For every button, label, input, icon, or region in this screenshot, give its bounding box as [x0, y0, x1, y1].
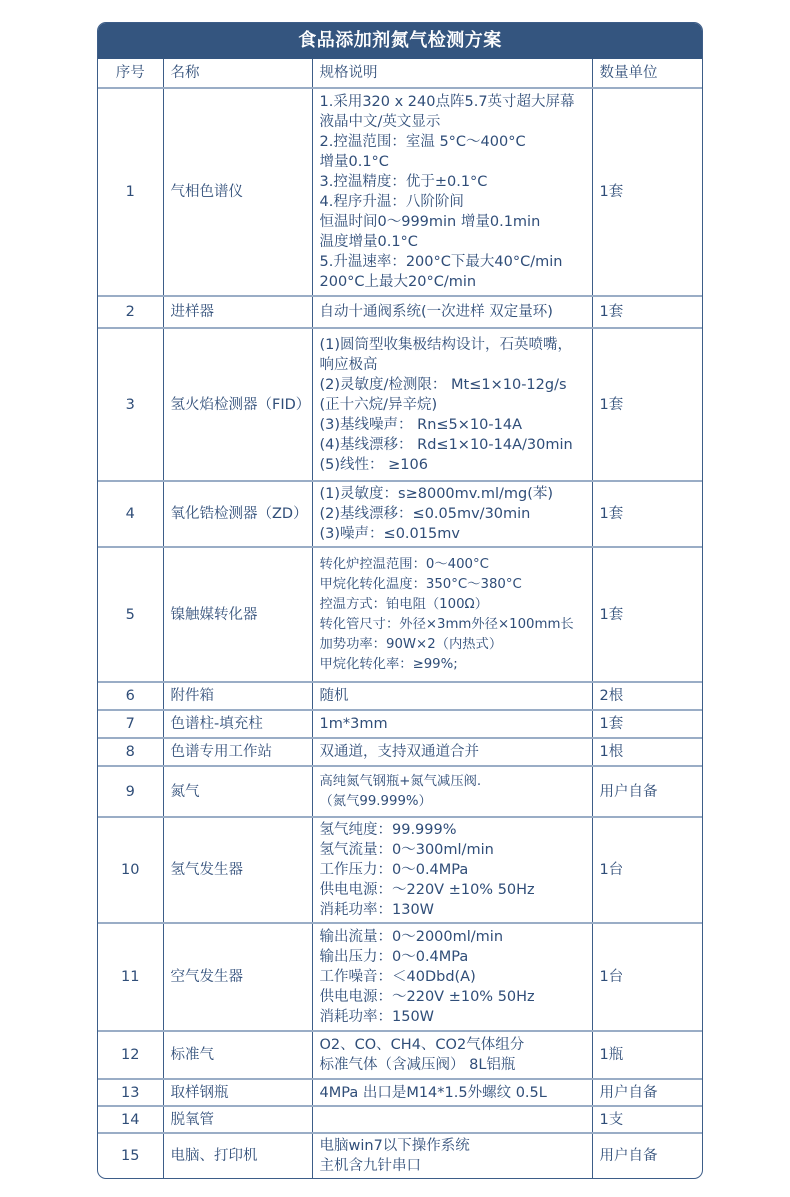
spec-line: 消耗功率：130W: [319, 902, 435, 918]
spec-line: (5)线性： ≥106: [319, 456, 428, 473]
row-name: 氢火焰检测器（FID）: [163, 328, 312, 481]
table-header-row: [98, 59, 702, 88]
spec-line: 甲烷化转化温度：350°C～380°C: [319, 576, 522, 592]
spec-line: 控温方式：铂电阻（100Ω）: [319, 596, 489, 612]
spec-line: 3.控温精度：优于±0.1°C: [319, 174, 488, 190]
row-spec: [312, 547, 592, 682]
row-name: 进样器: [163, 296, 312, 328]
spec-line: 甲烷化转化率：≥99%;: [319, 656, 458, 672]
row-quantity: 1套: [592, 547, 702, 682]
row-spec: [312, 738, 592, 766]
row-index: 5: [98, 547, 163, 682]
table-row: [98, 1079, 702, 1106]
spec-line: 供电电源：～220V ±10% 50Hz: [319, 882, 535, 898]
table-row: [98, 1031, 702, 1079]
table-row: [98, 738, 702, 766]
spec-line: O2、CO、CH4、CO2气体组分: [319, 1037, 525, 1053]
spec-line: 1.采用320 x 240点阵5.7英寸超大屏幕: [319, 94, 575, 110]
table-row: [98, 682, 702, 710]
row-spec: [312, 817, 592, 923]
row-quantity: 1台: [592, 817, 702, 923]
row-spec: [312, 1031, 592, 1079]
spec-line: 自动十通阀系统(一次进样 双定量环): [319, 304, 553, 320]
row-spec: [312, 296, 592, 328]
spec-line: 输出压力：0～0.4MPa: [319, 949, 469, 965]
spec-line: 主机含九针串口: [319, 1158, 421, 1174]
header-quantity: 数量单位: [592, 59, 702, 88]
row-index: 6: [98, 682, 163, 710]
row-name: 脱氧管: [163, 1106, 312, 1133]
spec-line: 4MPa 出口是M14*1.5外螺纹 0.5L: [319, 1084, 547, 1101]
header-index: 序号: [98, 59, 163, 88]
spec-line: 氢气纯度：99.999%: [319, 822, 457, 838]
row-quantity: 用户自备: [592, 766, 702, 817]
spec-line: 双通道，支持双通道合并: [319, 744, 479, 760]
spec-line: 液晶中文/英文显示: [319, 114, 441, 130]
row-name: 色谱专用工作站: [163, 738, 312, 766]
spec-line: 电脑win7以下操作系统: [319, 1138, 470, 1154]
row-name: 色谱柱-填充柱: [163, 710, 312, 738]
row-spec: [312, 481, 592, 547]
row-name: 镍触媒转化器: [163, 547, 312, 682]
row-spec: [312, 88, 592, 296]
row-index: 8: [98, 738, 163, 766]
row-quantity: 1套: [592, 328, 702, 481]
spec-line: 消耗功率：150W: [319, 1009, 435, 1025]
table-row: [98, 88, 702, 296]
row-quantity: 1支: [592, 1106, 702, 1133]
row-quantity: 1套: [592, 88, 702, 296]
row-spec: [312, 328, 592, 481]
spec-line: 恒温时间0～999min 增量0.1min: [319, 214, 541, 230]
spec-line: 温度增量0.1°C: [319, 234, 418, 250]
spec-line: 高纯氮气钢瓶+氮气减压阀.: [319, 773, 482, 789]
row-index: 11: [98, 923, 163, 1031]
spec-line: 供电电源：～220V ±10% 50Hz: [319, 989, 535, 1005]
spec-line: 氢气流量：0～300ml/min: [319, 842, 494, 858]
row-index: 2: [98, 296, 163, 328]
table-row: [98, 1106, 702, 1133]
header-spec: 规格说明: [312, 59, 592, 88]
equipment-table: [98, 59, 702, 1178]
row-index: 4: [98, 481, 163, 547]
row-quantity: 用户自备: [592, 1079, 702, 1106]
spec-line: 2.控温范围：室温 5°C～400°C: [319, 134, 526, 150]
row-quantity: 2根: [592, 682, 702, 710]
row-name: 电脑、打印机: [163, 1133, 312, 1178]
table-row: [98, 923, 702, 1031]
row-name: 氢气发生器: [163, 817, 312, 923]
row-name: 附件箱: [163, 682, 312, 710]
row-spec: [312, 1133, 592, 1178]
row-name: 取样钢瓶: [163, 1079, 312, 1106]
spec-line: 增量0.1°C: [319, 154, 389, 170]
table-row: [98, 547, 702, 682]
row-spec: [312, 682, 592, 710]
row-spec: [312, 766, 592, 817]
row-spec: [312, 923, 592, 1031]
row-index: 13: [98, 1079, 163, 1106]
table-row: [98, 817, 702, 923]
spec-line: 随机: [319, 688, 349, 704]
row-name: 气相色谱仪: [163, 88, 312, 296]
equipment-table-card: [97, 22, 703, 1179]
row-index: 3: [98, 328, 163, 481]
row-spec: [312, 1079, 592, 1106]
row-index: 10: [98, 817, 163, 923]
spec-line: 4.程序升温：八阶阶间: [319, 194, 464, 210]
spec-line: 转化炉控温范围：0～400°C: [319, 556, 489, 572]
row-spec: [312, 710, 592, 738]
row-name: 空气发生器: [163, 923, 312, 1031]
spec-line: 5.升温速率：200°C下最大40°C/min: [319, 254, 563, 270]
row-index: 9: [98, 766, 163, 817]
spec-line: 标准气体（含减压阀） 8L铝瓶: [319, 1057, 516, 1073]
row-quantity: 1套: [592, 296, 702, 328]
row-name: 标准气: [163, 1031, 312, 1079]
row-quantity: 用户自备: [599, 1148, 658, 1164]
row-quantity: 1套: [592, 710, 702, 738]
header-name: 名称: [163, 59, 312, 88]
spec-line: (正十六烷/异辛烷): [319, 396, 438, 413]
spec-line: (1)圆筒型收集极结构设计，石英喷嘴，: [319, 336, 573, 353]
row-quantity: 1台: [592, 923, 702, 1031]
spec-line: 200°C上最大20°C/min: [319, 274, 477, 290]
row-index: 14: [98, 1106, 163, 1133]
spec-line: (3)噪声：≤0.015mv: [319, 526, 460, 542]
spec-line: （氮气99.999%）: [319, 793, 432, 809]
table-row: [98, 328, 702, 481]
table-row: [98, 766, 702, 817]
table-row: [98, 481, 702, 547]
spec-line: 响应极高: [319, 356, 378, 373]
row-name: 氧化锆检测器（ZD）: [163, 481, 312, 547]
row-spec: [312, 1106, 592, 1133]
table-row: [98, 710, 702, 738]
spec-line: (2)基线漂移：≤0.05mv/30min: [319, 506, 531, 522]
table-body: [98, 88, 702, 1178]
row-index: 15: [98, 1133, 163, 1178]
row-index: 12: [98, 1031, 163, 1079]
spec-line: 输出流量：0～2000ml/min: [319, 929, 504, 945]
row-quantity: 1瓶: [592, 1031, 702, 1079]
spec-line: (2)灵敏度/检测限： Mt≤1×10-12g/s: [319, 376, 567, 393]
table-row: [98, 1133, 702, 1178]
row-index: 7: [98, 710, 163, 738]
spec-line: 工作压力：0～0.4MPa: [319, 862, 469, 878]
table-title: 食品添加剂氮气检测方案: [98, 23, 702, 59]
row-name: 氮气: [163, 766, 312, 817]
spec-line: 1m*3mm: [319, 716, 388, 732]
spec-line: 转化管尺寸：外径×3mm外径×100mm长: [319, 616, 574, 632]
spec-line: (3)基线噪声： Rn≤5×10-14A: [319, 416, 522, 433]
table-row: [98, 296, 702, 328]
spec-line: 工作噪音：＜40Dbd(A): [319, 969, 476, 985]
row-index: 1: [98, 88, 163, 296]
spec-line: 加势功率：90W×2（内热式）: [319, 636, 503, 652]
spec-line: (1)灵敏度：s≥8000mv.ml/mg(苯): [319, 486, 554, 502]
row-quantity: 1根: [592, 738, 702, 766]
row-quantity: 1套: [592, 481, 702, 547]
spec-line: (4)基线漂移： Rd≤1×10-14A/30min: [319, 436, 573, 453]
